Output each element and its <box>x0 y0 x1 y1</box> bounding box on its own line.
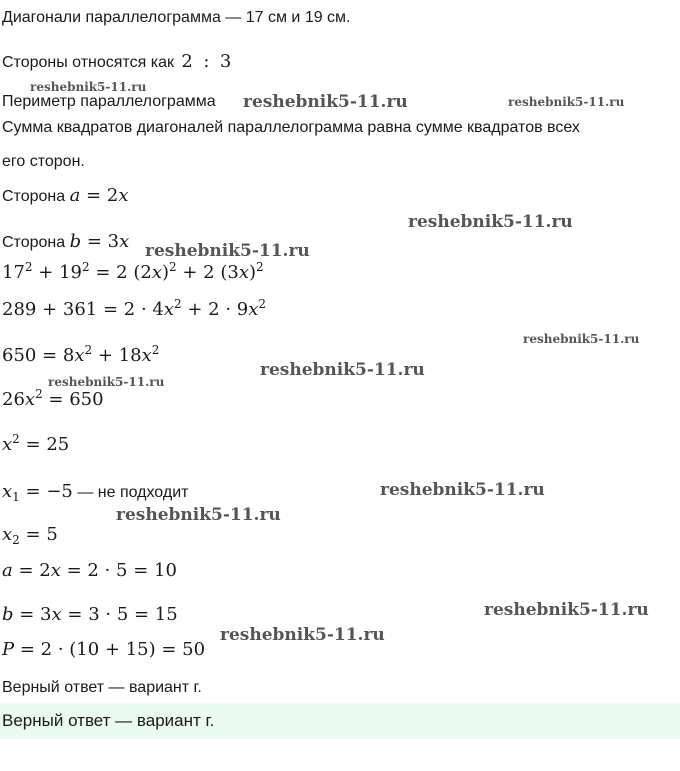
equation-5: $x^2 = 25$ <box>2 432 70 455</box>
side-b-formula: b = 3x <box>69 231 130 252</box>
watermark: reshebnik5-11.ru <box>220 625 385 645</box>
watermark: reshebnik5-11.ru <box>116 505 281 525</box>
equation-1: $17^2 + 19^2 = 2$ $(2x)^2 + 2$ $(3x)^2$ <box>2 260 264 283</box>
equation-3: $650 = 8x^2 + 18x^2$ <box>2 343 160 366</box>
watermark: reshebnik5-11.ru <box>48 375 165 389</box>
watermark: reshebnik5-11.ru <box>30 80 147 94</box>
root-1 <box>2 482 188 503</box>
watermark: reshebnik5-11.ru <box>408 212 573 232</box>
answer-text: Верный ответ — вариант г. <box>2 679 202 696</box>
watermark: reshebnik5-11.ru <box>145 241 310 261</box>
rule-line-1: Сумма квадратов диагоналей параллелограмма равна сумме квадратов всех <box>2 119 580 136</box>
ratio-first: 2 <box>181 51 193 72</box>
side-b-label: Сторона <box>2 234 66 251</box>
equation-2: $289 + 361 = 2 \cdot 4x^2 + 2 \cdot 9x^2$ <box>2 297 267 320</box>
watermark: reshebnik5-11.ru <box>380 480 545 500</box>
ratio-separator: : <box>203 51 210 72</box>
ratio-second: 3 <box>219 51 232 72</box>
problem-diagonals: Диагонали параллелограмма — 17 см и 19 см. <box>2 9 351 26</box>
root-1-formula: $x_1 = -5$ <box>2 481 73 504</box>
side-a-label: Сторона <box>2 188 66 205</box>
problem-perimeter: Периметр параллелограмма <box>2 93 216 110</box>
watermark: reshebnik5-11.ru <box>508 95 625 109</box>
watermark: reshebnik5-11.ru <box>243 92 408 112</box>
problem-ratio <box>2 52 234 73</box>
ratio-label: Стороны относятся как <box>2 54 174 71</box>
watermark: reshebnik5-11.ru <box>484 600 649 620</box>
root-2: $x_2 = 5$ <box>2 524 58 547</box>
answer-highlight <box>0 703 680 739</box>
watermark: reshebnik5-11.ru <box>523 332 640 346</box>
equation-4: $26x^2 = 650$ <box>2 387 104 410</box>
perimeter-value: P = 2 · (10 + 15) = 50 <box>2 639 206 660</box>
side-b <box>2 232 129 253</box>
side-a <box>2 186 128 207</box>
side-a-value: a = 2x = 2 · 5 = 10 <box>2 560 177 581</box>
watermark: reshebnik5-11.ru <box>260 360 425 380</box>
root-1-note: — не подходит <box>77 484 189 501</box>
side-b-value: b = 3x = 3 · 5 = 15 <box>2 604 178 625</box>
rule-line-2: его сторон. <box>2 153 85 170</box>
side-a-formula: a = 2x <box>69 185 129 206</box>
answer-highlight-text: Верный ответ — вариант г. <box>2 711 215 730</box>
